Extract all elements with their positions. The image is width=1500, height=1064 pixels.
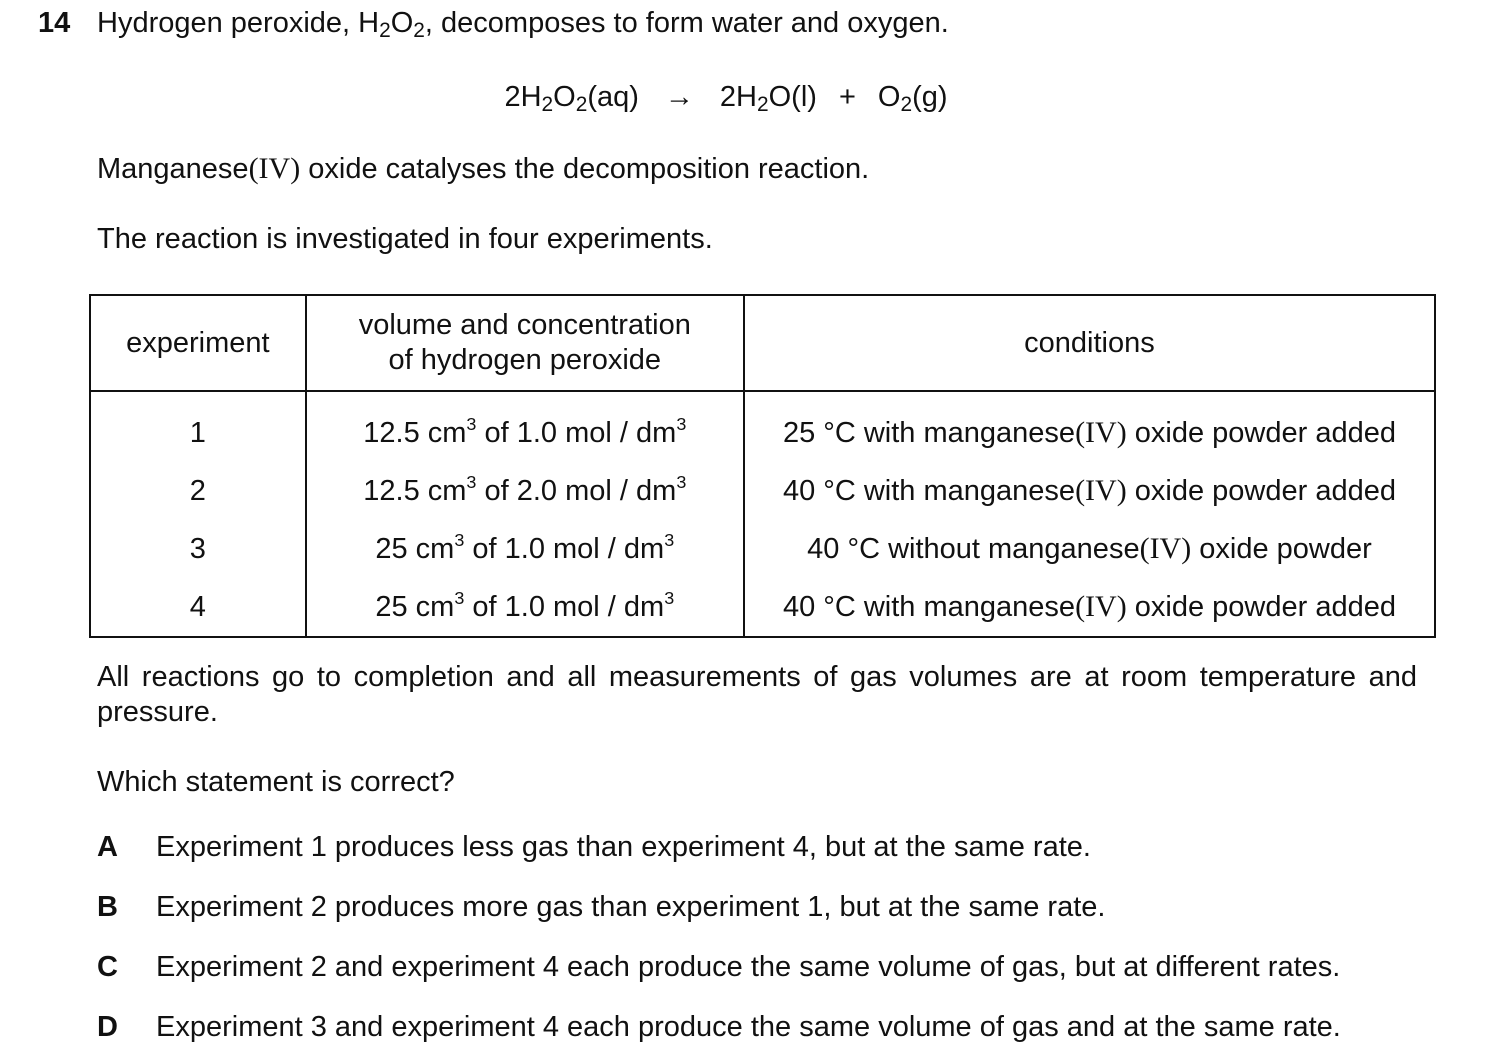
condition-roman-numeral: (IV) (1075, 474, 1127, 507)
condition-rest: oxide powder added (1126, 475, 1396, 507)
volume-unit: cm (407, 590, 455, 623)
cell-volume-concentration (306, 462, 744, 520)
reactant-sub-1: 2 (541, 93, 554, 117)
intro-subscript-1: 2 (379, 19, 391, 43)
cell-conditions (744, 578, 1435, 637)
concentration-value: 1.0 (504, 532, 545, 565)
product1-part-a: 2H (719, 81, 757, 113)
of-word: of (476, 474, 517, 507)
header-volume-line-1: volume and concentration (358, 309, 691, 342)
product2-part-a: O (877, 81, 901, 113)
catalyst-statement (97, 151, 869, 187)
equation-reactant (504, 80, 638, 115)
condition-roman-numeral: (IV) (1139, 532, 1192, 565)
concentration-unit-exponent: 3 (664, 588, 675, 609)
option-b-text: Experiment 2 produces more gas than experiment 1, but at the same rate. (156, 891, 1106, 923)
condition-roman-numeral: (IV) (1075, 590, 1127, 623)
volume-unit: cm (419, 416, 467, 449)
condition-rest: oxide powder (1191, 533, 1372, 565)
product2-part-b: (g) (912, 81, 948, 113)
header-volume-concentration (306, 295, 744, 391)
intro-subscript-2: 2 (413, 19, 425, 43)
condition-temperature: 25 °C with manganese (782, 417, 1076, 449)
condition-rest: oxide powder added (1126, 591, 1396, 623)
volume-unit-exponent: 3 (454, 588, 465, 609)
table-row (90, 520, 1435, 578)
volume-unit-exponent: 3 (454, 530, 465, 551)
experiments-table (89, 294, 1436, 638)
option-b-letter: B (97, 891, 118, 923)
concentration-unit-exponent: 3 (676, 414, 687, 435)
condition-temperature: 40 °C without manganese (807, 533, 1140, 565)
volume-value: 25 (375, 532, 408, 565)
header-conditions: conditions (744, 295, 1435, 391)
investigation-statement: The reaction is investigated in four experiments. (97, 223, 713, 255)
volume-unit: cm (407, 532, 455, 565)
concentration-unit-exponent: 3 (676, 472, 687, 493)
table-row (90, 462, 1435, 520)
intro-text-mid: O (390, 7, 414, 39)
catalyst-roman-numeral: (IV) (248, 152, 301, 185)
concentration-unit: mol / dm (557, 416, 677, 449)
volume-value: 12.5 (363, 416, 420, 449)
reactant-state: (aq) (587, 81, 639, 113)
volume-unit-exponent: 3 (466, 472, 477, 493)
question-number: 14 (38, 7, 71, 39)
option-c-text: Experiment 2 and experiment 4 each produce the same volume of gas, but at different rates. (156, 951, 1341, 983)
option-c-letter: C (97, 951, 118, 983)
cell-experiment-number: 4 (90, 578, 306, 637)
cell-volume-concentration (306, 520, 744, 578)
question-intro (97, 6, 949, 41)
cell-experiment-number: 3 (90, 520, 306, 578)
cell-experiment-number: 2 (90, 462, 306, 520)
reaction-arrow: → (664, 81, 694, 113)
concentration-value: 1.0 (504, 590, 545, 623)
option-a-text: Experiment 1 produces less gas than experiment 4, but at the same rate. (156, 831, 1091, 863)
condition-rest: oxide powder added (1126, 417, 1396, 449)
product2-sub: 2 (900, 93, 913, 117)
equation-product-1 (720, 80, 817, 115)
concentration-value: 2.0 (516, 474, 558, 507)
concentration-unit: mol / dm (544, 590, 665, 623)
chemical-equation (0, 80, 1452, 115)
completion-note: All reactions go to completion and all measurements of gas volumes are at room temperature and pressure. (97, 661, 1417, 728)
concentration-unit-exponent: 3 (664, 530, 675, 551)
condition-roman-numeral: (IV) (1075, 416, 1127, 449)
volume-unit-exponent: 3 (466, 414, 477, 435)
concentration-value: 1.0 (516, 416, 558, 449)
product1-part-b: O(l) (768, 81, 817, 113)
question-prompt: Which statement is correct? (97, 766, 455, 798)
cell-volume-concentration (306, 578, 744, 637)
intro-text-after: , decomposes to form water and oxygen. (424, 7, 949, 39)
concentration-unit: mol / dm (557, 474, 677, 507)
reactant-sub-2: 2 (575, 93, 588, 117)
table-row (90, 578, 1435, 637)
catalyst-text-before: Manganese (97, 153, 249, 185)
cell-experiment-number: 1 (90, 391, 306, 462)
reactant-part-b: O (553, 81, 576, 113)
table-header-row (90, 295, 1435, 391)
header-volume-line-2: of hydrogen peroxide (388, 344, 662, 376)
condition-temperature: 40 °C with manganese (782, 591, 1076, 623)
equation-plus: + (838, 81, 856, 113)
of-word: of (464, 532, 505, 565)
cell-conditions (744, 462, 1435, 520)
table-row (90, 391, 1435, 462)
of-word: of (476, 416, 517, 449)
intro-text-before: Hydrogen peroxide, H (97, 7, 380, 39)
equation-product-2 (878, 80, 948, 115)
of-word: of (464, 590, 505, 623)
concentration-unit: mol / dm (544, 532, 665, 565)
cell-volume-concentration (306, 391, 744, 462)
product1-sub: 2 (757, 93, 769, 117)
option-d-letter: D (97, 1011, 118, 1043)
volume-value: 25 (375, 590, 408, 623)
catalyst-text-after: oxide catalyses the decomposition reaction. (300, 153, 870, 185)
cell-conditions (744, 391, 1435, 462)
header-experiment: experiment (90, 295, 306, 391)
reactant-part-a: 2H (504, 81, 542, 113)
option-a-letter: A (97, 831, 118, 863)
option-d-text: Experiment 3 and experiment 4 each produce the same volume of gas and at the same rate. (156, 1011, 1341, 1043)
volume-unit: cm (419, 474, 467, 507)
condition-temperature: 40 °C with manganese (782, 475, 1076, 507)
volume-value: 12.5 (363, 474, 420, 507)
cell-conditions (744, 520, 1435, 578)
